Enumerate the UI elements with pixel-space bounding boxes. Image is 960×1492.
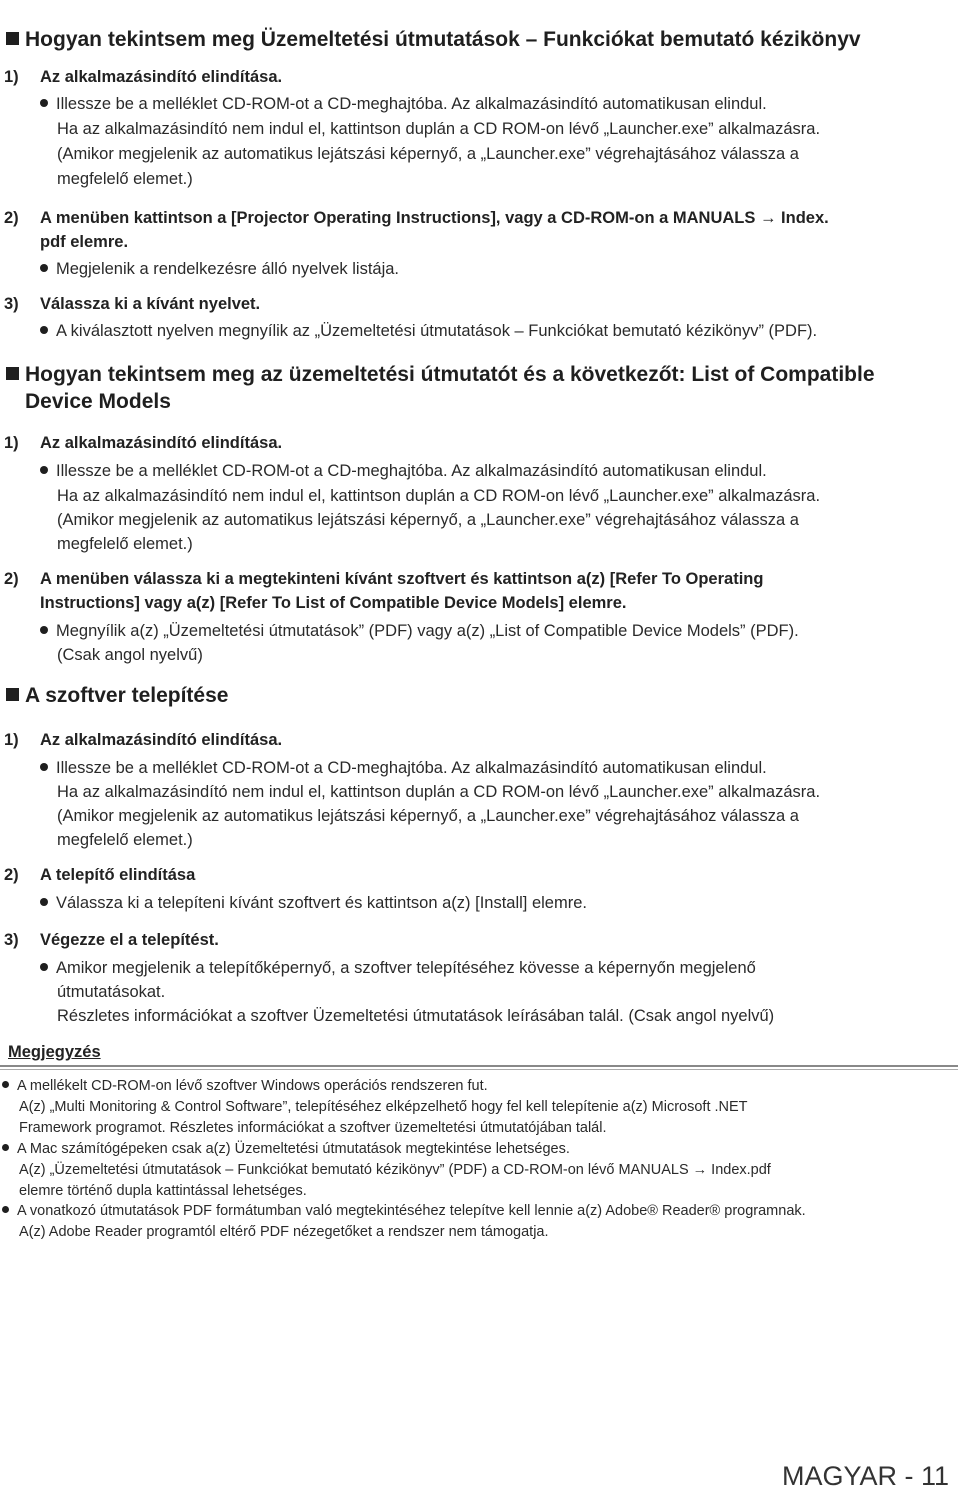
bullet-text: Megnyílik a(z) „Üzemeltetési útmutatások” (PDF) vagy a(z) „List of Compatible Device Models” (PDF). — [56, 622, 799, 640]
bullet-cont: (Amikor megjelenik az automatikus lejátszási képernyő, a „Launcher.exe” végrehajtásához válassza a — [57, 807, 799, 825]
bullet-icon — [2, 1206, 9, 1213]
bullet-cont: (Csak angol nyelvű) — [57, 646, 203, 664]
heading-cont: Device Models — [25, 390, 171, 413]
step-text: A menüben kattintson a [Projector Operating Instructions], vagy a CD-ROM-on a MANUALS → Index. — [40, 209, 829, 227]
step-text: A telepítő elindítása — [40, 866, 196, 884]
bullet-line — [40, 759, 767, 778]
bullet-text: Amikor megjelenik a telepítőképernyő, a szoftver telepítéséhez kövesse a képernyőn megjelenő — [56, 959, 756, 977]
step-2-cont: Instructions] vagy a(z) [Refer To List of Compatible Device Models] elemre. — [40, 594, 627, 612]
note-text: A mellékelt CD-ROM-on lévő szoftver Windows operációs rendszeren fut. — [17, 1078, 488, 1094]
bullet-line — [40, 462, 767, 481]
bullet-icon — [40, 898, 48, 906]
step-number: 1) — [4, 68, 19, 86]
step-1 — [4, 68, 282, 87]
square-bullet-icon — [6, 32, 19, 45]
note-title: Megjegyzés — [8, 1043, 101, 1061]
step-text: Az alkalmazásindító elindítása. — [40, 68, 283, 86]
note-cont: A(z) „Üzemeltetési útmutatások – Funkciókat bemutató kézikönyv” (PDF) a CD-ROM-on lévő MANUALS → Index.pdf — [19, 1162, 771, 1178]
step-text: Végezze el a telepítést. — [40, 931, 219, 949]
square-bullet-icon — [6, 367, 19, 380]
note-cont: Framework programot. Részletes információkat a szoftver üzemeltetési útmutatójában talál. — [19, 1120, 607, 1136]
step-number: 1) — [4, 731, 19, 749]
step-3 — [4, 295, 260, 314]
bullet-cont: Ha az alkalmazásindító nem indul el, kattintson duplán a CD ROM-on lévő „Launcher.exe” alkalmazásra. — [57, 783, 821, 801]
note-divider-thin — [0, 1069, 958, 1070]
section-heading-operating-instructions — [6, 28, 861, 52]
bullet-cont: útmutatásokat. — [57, 983, 166, 1001]
step-2 — [4, 209, 829, 228]
note-cont: A(z) „Multi Monitoring & Control Software”, telepítéséhez elképzelhető hogy fel kell telepítenie a(z) Microsoft .NET — [19, 1099, 748, 1115]
heading-text: Hogyan tekintsem meg Üzemeltetési útmutatások – Funkciókat bemutató kézikönyv — [25, 28, 861, 51]
step-number: 1) — [4, 434, 19, 452]
note-item — [2, 1203, 806, 1219]
bullet-cont: (Amikor megjelenik az automatikus lejátszási képernyő, a „Launcher.exe” végrehajtásához válassza a — [57, 511, 799, 529]
bullet-icon — [2, 1081, 9, 1088]
note-text: A vonatkozó útmutatások PDF formátumban való megtekintéséhez telepítve kell lennie a(z) Adobe® Reader® programnak. — [17, 1203, 806, 1219]
note-cont: A(z) Adobe Reader programtól eltérő PDF nézegetőket a rendszer nem támogatja. — [19, 1224, 549, 1240]
step-number: 2) — [4, 209, 19, 227]
bullet-icon — [2, 1144, 9, 1151]
note-item — [2, 1078, 488, 1094]
bullet-cont: Ha az alkalmazásindító nem indul el, kattintson duplán a CD ROM-on lévő „Launcher.exe” alkalmazásra. — [57, 120, 821, 138]
step-number: 3) — [4, 931, 19, 949]
step-text: Válassza ki a kívánt nyelvet. — [40, 295, 261, 313]
step-text: Az alkalmazásindító elindítása. — [40, 434, 283, 452]
step-2-cont: pdf elemre. — [40, 233, 129, 251]
step-number: 2) — [4, 570, 19, 588]
section-heading-install — [6, 684, 228, 708]
bullet-line — [40, 260, 399, 279]
note-item — [2, 1141, 570, 1157]
bullet-cont: megfelelő elemet.) — [57, 170, 193, 188]
bullet-line — [40, 622, 799, 641]
step-text: A menüben válassza ki a megtekinteni kívánt szoftvert és kattintson a(z) [Refer To Operating — [40, 570, 764, 588]
step-number: 3) — [4, 295, 19, 313]
bullet-cont: (Amikor megjelenik az automatikus lejátszási képernyő, a „Launcher.exe” végrehajtásához válassza a — [57, 145, 799, 163]
step-number: 2) — [4, 866, 19, 884]
step-2 — [4, 570, 763, 589]
step-2 — [4, 866, 195, 885]
step-text: Az alkalmazásindító elindítása. — [40, 731, 283, 749]
bullet-line — [40, 959, 756, 978]
bullet-text: A kiválasztott nyelven megnyílik az „Üzemeltetési útmutatások – Funkciókat bemutató kézikönyv” (PDF). — [56, 322, 818, 340]
bullet-cont: Részletes információkat a szoftver Üzemeltetési útmutatások leírásában talál. (Csak angol nyelvű) — [57, 1007, 775, 1025]
bullet-cont: megfelelő elemet.) — [57, 831, 193, 849]
step-1 — [4, 434, 282, 453]
bullet-icon — [40, 99, 48, 107]
square-bullet-icon — [6, 688, 19, 701]
note-divider — [0, 1065, 958, 1067]
bullet-icon — [40, 963, 48, 971]
bullet-cont: Ha az alkalmazásindító nem indul el, kattintson duplán a CD ROM-on lévő „Launcher.exe” alkalmazásra. — [57, 487, 821, 505]
bullet-icon — [40, 326, 48, 334]
note-cont: elemre történő dupla kattintással lehetséges. — [19, 1183, 307, 1199]
step-3 — [4, 931, 219, 950]
step-1 — [4, 731, 282, 750]
bullet-text: Illessze be a melléklet CD-ROM-ot a CD-meghajtóba. Az alkalmazásindító automatikusan elindul. — [56, 462, 767, 480]
bullet-text: Válassza ki a telepíteni kívánt szoftvert és kattintson a(z) [Install] elemre. — [56, 894, 587, 912]
bullet-icon — [40, 626, 48, 634]
bullet-line — [40, 95, 767, 114]
bullet-line — [40, 894, 587, 913]
bullet-text: Illessze be a melléklet CD-ROM-ot a CD-meghajtóba. Az alkalmazásindító automatikusan elindul. — [56, 95, 767, 113]
note-text: A Mac számítógépeken csak a(z) Üzemeltetési útmutatások megtekintése lehetséges. — [17, 1141, 570, 1157]
bullet-icon — [40, 466, 48, 474]
bullet-text: Megjelenik a rendelkezésre álló nyelvek listája. — [56, 260, 400, 278]
section-heading-compatible-devices — [6, 363, 875, 387]
bullet-cont: megfelelő elemet.) — [57, 535, 193, 553]
bullet-icon — [40, 264, 48, 272]
heading-text: A szoftver telepítése — [25, 684, 229, 707]
bullet-icon — [40, 763, 48, 771]
page-number: MAGYAR - 11 — [782, 1461, 950, 1491]
bullet-text: Illessze be a melléklet CD-ROM-ot a CD-meghajtóba. Az alkalmazásindító automatikusan elindul. — [56, 759, 767, 777]
heading-text: Hogyan tekintsem meg az üzemeltetési útmutatót és a következőt: List of Compatible — [25, 363, 875, 386]
bullet-line — [40, 322, 817, 341]
